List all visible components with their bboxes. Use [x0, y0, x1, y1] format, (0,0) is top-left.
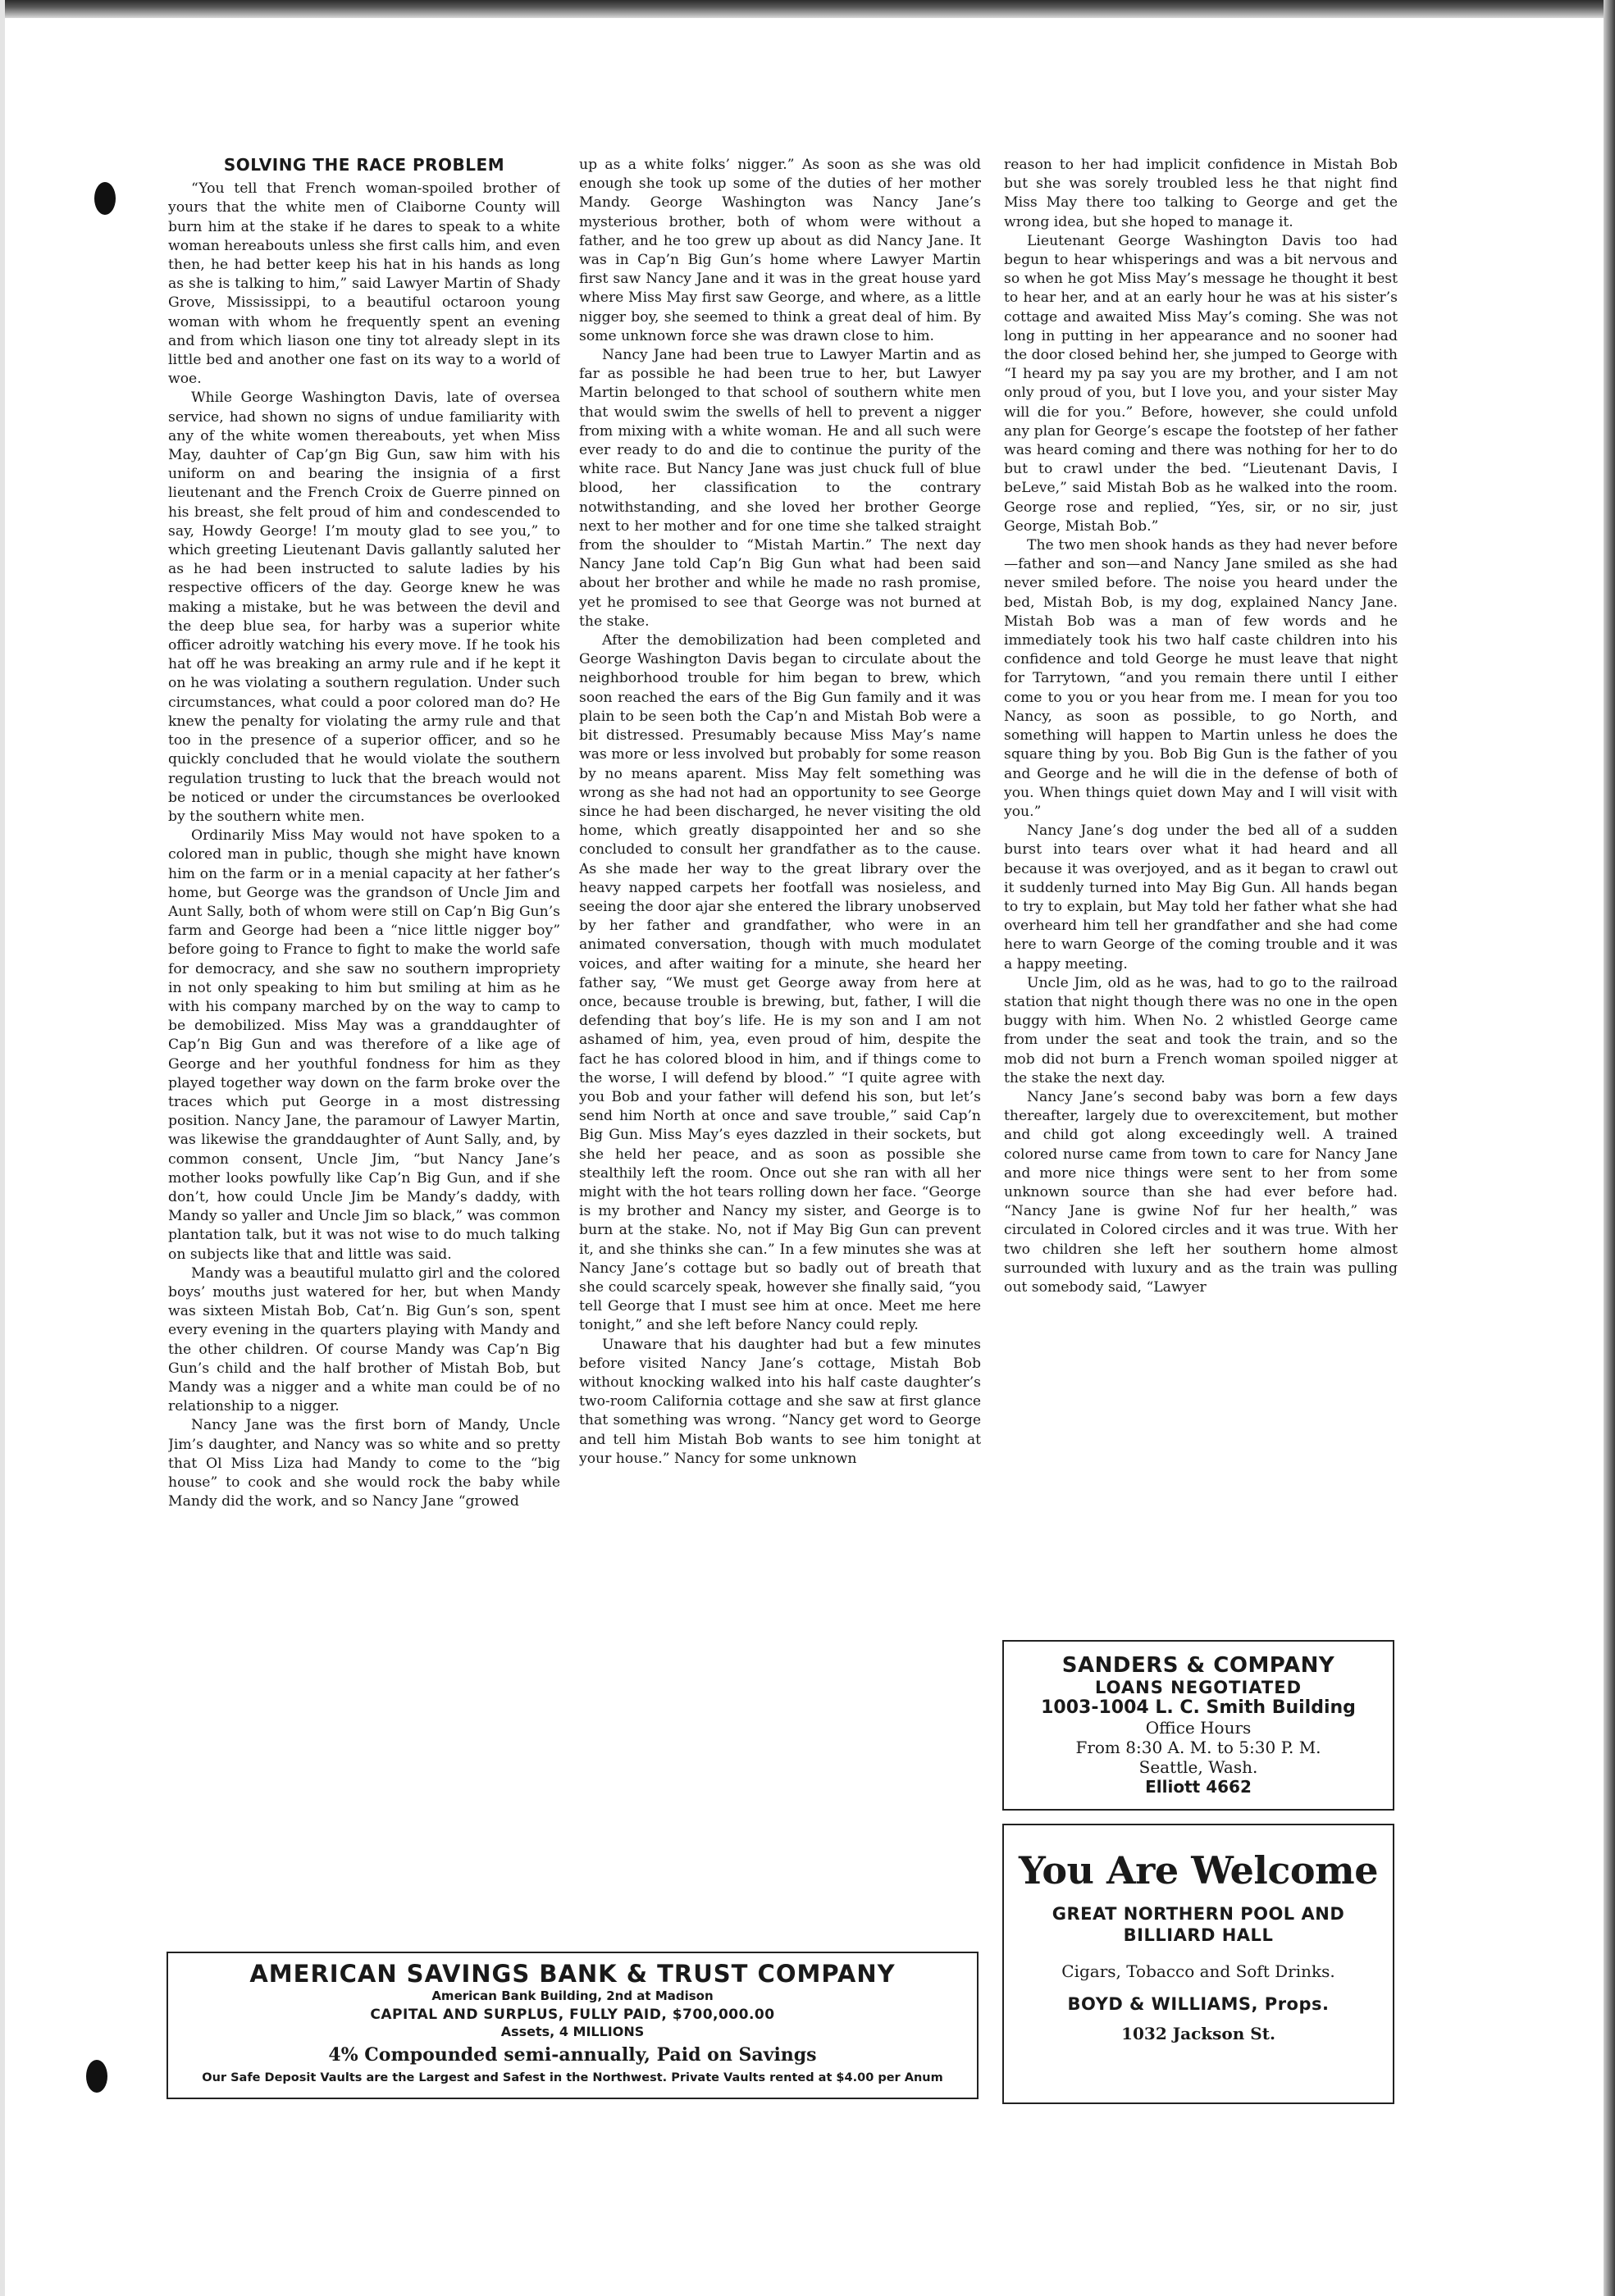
sanders-name: SANDERS & COMPANY: [1061, 1653, 1335, 1678]
bank-advertisement: [167, 1952, 979, 2099]
bank-capital: CAPITAL AND SURPLUS, FULLY PAID, $700,000.00: [370, 2007, 775, 2023]
paragraph: The two men shook hands as they had never before—father and son—and Nancy Jane smiled as she had never smiled before. The noise you heard under the bed, Mistah Bob, is my dog, explained Nancy Jane. Mistah Bob was a man of few words and he immediately took his two half caste children into his confidence and told George he must leave that night for Tarrytown, “and you remain there until I either come to you or you hear from me. I mean for you too Nancy, as soon as possible, to go North, and something will happen to Martin unless he does the square thing by you. Bob Big Gun is the father of you and George and he will die in the defense of both of you. When things quiet down May and I will visit with you.”: [1004, 537, 1398, 820]
scan-edge-left: [0, 0, 5, 2296]
paragraph: reason to her had implicit confidence in Mistah Bob but she was sorely troubled less he that night find Miss May there too talking to George and get the wrong idea, but she hoped to manage it.: [1004, 157, 1398, 230]
bank-vaults: Our Safe Deposit Vaults are the Largest and Safest in the Northwest. Private Vaults rented at $4.00 per Anum: [202, 2071, 943, 2084]
sanders-advertisement: [1002, 1640, 1394, 1811]
article-column-2: [579, 156, 981, 1919]
pool-hall-name-line1: GREAT NORTHERN POOL AND: [1052, 1904, 1345, 1924]
paragraph: Nancy Jane’s second baby was born a few days thereafter, largely due to overexcitement, but mother and child got along exceedingly well. A trained colored nurse came from town to care for Nancy Jane and more nice things were sent to her from some unknown source than she had ever before had. “Nancy Jane is gwine Nof fur her health,” was circulated in Colored circles and it was true. With her two children she left her southern home almost surrounded with luxury and as the train was pulling out somebody said, “Lawyer: [1004, 1088, 1398, 1296]
bank-assets: Assets, 4 MILLIONS: [500, 2024, 645, 2039]
sanders-tagline: LOANS NEGOTIATED: [1094, 1678, 1302, 1697]
paragraph: Unaware that his daughter had but a few minutes before visited Nancy Jane’s cottage, Mistah Bob without knocking walked into his half caste daughter’s two-room California cottage and she saw at first glance that something was wrong. “Nancy get word to George and tell him Mistah Bob wants to see him tonight at your house.” Nancy for some unknown: [579, 1336, 981, 1467]
paragraph: While George Washington Davis, late of oversea service, had shown no signs of undue familiarity with any of the white women thereabouts, yet when Miss May, dauhter of Cap’gn Big Gun, saw him with his uniform on and bearing the insignia of a first lieutenant and the French Croix de Guerre pinned on his breast, she felt proud of him and condescended to say, Howdy George! I’m mouty glad to see you,” to which greeting Lieutenant Davis gallantly saluted her as he had been instructed to salute ladies by his respective officers of the day. George knew he was making a mistake, but he was between the devil and the deep blue sea, for harby was a superior white officer adroitly watching his every move. If he took his hat off he was breaking an army rule and if he kept it on he was violating a southern regulation. Under such circumstances, what could a poor colored man do? He knew the penalty for violating the army rule and that too in the presence of a superior officer, and so he quickly concluded that he would violate the southern regulation trusting to luck that the breach would not be noticed or under the circumstances be overlooked by the southern white men.: [168, 390, 560, 825]
paragraph: Lieutenant George Washington Davis too had begun to hear whisperings and was a bit nervous and so when he got Miss May’s message he thought it best to hear her, and at an early hour he was at his sister’s cottage and awaited Miss May’s coming. She was not long in putting in her appearance and no sooner had the door closed behind her, she jumped to George with “I heard my pa say you are my brother, and I am not only proud of you, but I love you, and your sister May will die for you.” Before, however, she could unfold any plan for George’s escape the footstep of her father was heard coming and there was nothing for her to do but to crawl under the bed. “Lieutenant Davis, I beLeve,” said Mistah Bob as he walked into the room. George rose and replied, “Yes, sir, or no sir, just George, Mistah Bob.”: [1004, 232, 1398, 535]
sanders-phone: Elliott 4662: [1145, 1777, 1252, 1797]
paragraph: Nancy Jane had been true to Lawyer Martin and as far as possible he had been true to her, but Lawyer Martin belonged to that school of southern white men that would swim the swells of hell to prevent a nigger from mixing with a white woman. He and all such were ever ready to do and die to continue the purity of the white race. But Nancy Jane was just chuck full of blue blood, her classification to the contrary notwithstanding, and she loved her brother George next to her mother and for one time she talked straight from the shoulder to “Mistah Martin.” The next day Nancy Jane told Cap’n Big Gun what had been said about her brother and while he made no rash promise, yet he promised to see that George was not burned at the stake.: [579, 347, 981, 630]
article-title: SOLVING THE RACE PROBLEM: [223, 156, 505, 175]
article-column-3: [1004, 156, 1398, 1640]
welcome-headline: You Are Welcome: [1019, 1848, 1378, 1893]
bank-building: American Bank Building, 2nd at Madison: [431, 1988, 714, 2003]
sanders-hours: From 8:30 A. M. to 5:30 P. M.: [1075, 1738, 1321, 1757]
sanders-city: Seattle, Wash.: [1138, 1757, 1258, 1777]
sanders-office: Office Hours: [1145, 1718, 1252, 1738]
paragraph: Nancy Jane was the first born of Mandy, Uncle Jim’s daughter, and Nancy was so white and so pretty that Ol Miss Liza had Mandy to come to the “big house” to cook and she would rock the baby while Mandy did the work, and so Nancy Jane “growed: [168, 1417, 560, 1510]
paragraph: Nancy Jane’s dog under the bed all of a sudden burst into tears over what it had heard and all because it was overjoyed, and as it began to crawl out it suddenly turned into May Big Gun. All hands began to try to explain, but May told her father what she had overheard him tell her grandfather and she had come here to warn George of the coming trouble and it was a happy meeting.: [1004, 822, 1398, 973]
pool-hall-goods: Cigars, Tobacco and Soft Drinks.: [1061, 1961, 1335, 1981]
pool-hall-advertisement: [1002, 1824, 1394, 2104]
scan-edge-top: [0, 0, 1615, 18]
pool-hall-props: BOYD & WILLIAMS, Props.: [1067, 1994, 1330, 2014]
binder-hole-top: [94, 182, 116, 215]
bank-interest: 4% Compounded semi-annually, Paid on Savings: [328, 2044, 817, 2066]
sanders-address: 1003-1004 L. C. Smith Building: [1041, 1697, 1356, 1718]
scan-edge-right: [1604, 0, 1615, 2296]
pool-hall-name-line2: BILLIARD HALL: [1123, 1925, 1274, 1945]
bank-name: AMERICAN SAVINGS BANK & TRUST COMPANY: [249, 1960, 896, 1988]
pool-hall-address: 1032 Jackson St.: [1121, 2024, 1275, 2043]
article-column-1: [168, 156, 560, 1911]
paragraph: Mandy was a beautiful mulatto girl and the colored boys’ mouths just watered for her, but when Mandy was sixteen Mistah Bob, Cat’n. Big Gun’s son, spent every evening in the quarters playing with Mandy and the other children. Of course Mandy was Cap’n Big Gun’s child and the half brother of Mistah Bob, but Mandy was a nigger and a white man could be of no relationship to a nigger.: [168, 1264, 560, 1415]
paragraph: Ordinarily Miss May would not have spoken to a colored man in public, though she might have known him on the farm or in a menial capacity at her father’s home, but George was the grandson of Uncle Jim and Aunt Sally, both of whom were still on Cap’n Big Gun’s farm and George had been a “nice little nigger boy” before going to France to fight to make the world safe for democracy, and she saw no southern impropriety in not only speaking to him but smiling at him as he with his company marched by on the way to camp to be demobilized. Miss May was a granddaughter of Cap’n Big Gun and was therefore of a like age of George and her youthful fondness for him as they played together way down on the farm broke over the traces which put George in a most distressing position. Nancy Jane, the paramour of Lawyer Martin, was likewise the granddaughter of Aunt Sally, and, by common consent, Uncle Jim, “but Nancy Jane’s mother looks powfully like Cap’n Big Gun, and if she don’t, how could Uncle Jim be Mandy’s daddy, with Mandy so yaller and Uncle Jim so black,” was common plantation talk, but it was not wise to do much talking on subjects like that and little was said.: [168, 827, 560, 1263]
paragraph: “You tell that French woman-spoiled brother of yours that the white men of Claiborne County will burn him at the stake if he dares to speak to a white woman hereabouts unless she first calls him, and even then, he had better keep his hat in his hands as long as she is talking to him,” said Lawyer Martin of Shady Grove, Mississippi, to a beautiful octaroon young woman with whom he frequently spent an evening and from which liason one tiny tot already slept in its little bed and another one fast on its way to a world of woe.: [168, 180, 560, 388]
binder-hole-bottom: [86, 2060, 107, 2093]
paragraph: After the demobilization had been completed and George Washington Davis began to circulate about the neighborhood trouble for him began to brew, which soon reached the ears of the Big Gun family and it was plain to be seen both the Cap’n and Mistah Bob were a bit distressed. Presumably because Miss May’s name was more or less involved but probably for some reason by no means aparent. Miss May felt something was wrong as she had not had an opportunity to see George since he had been discharged, he never visiting the old home, which greatly disappointed her and so she concluded to consult her grandfather as to the cause. As she made her way to the great library over the heavy napped carpets her footfall was nosieless, and seeing the door ajar she entered the library unobserved by her father and grandfather, who were in an animated conversation, though with much modulatet voices, and after waiting for a minute, she heard her father say, “We must get George away from here at once, because trouble is brewing, but, father, I will die defending that boy’s life. He is my son and I am not ashamed of him, yea, even proud of him, despite the fact he has colored blood in him, and if things come to the worse, I will defend by blood.” “I quite agree with you Bob and your father will defend his son, but let’s send him North at once and save trouble,” said Cap’n Big Gun. Miss May’s eyes dazzled in their sockets, but she held her peace, and as soon as possible she stealthily left the room. Once out she ran with all her might with the hot tears rolling down her face. “George is my brother and Nancy my sister, and George is to burn at the stake. No, not if May Big Gun can prevent it, and she thinks she can.” In a few minutes she was at Nancy Jane’s cottage but so badly out of breath that she could scarcely speak, however she finally said, “you tell George that I must see him at once. Meet me here tonight,” and she left before Nancy could reply.: [579, 632, 981, 1334]
paragraph: up as a white folks’ nigger.” As soon as she was old enough she took up some of the duties of her mother Mandy. George Washington was Nancy Jane’s mysterious brother, both of whom were without a father, and he too grew up about as did Nancy Jane. It was in Cap’n Big Gun’s home where Lawyer Martin first saw Nancy Jane and it was in the great house yard where Miss May first saw George, and where, as a little nigger boy, she seemed to think a great deal of him. By some unknown force she was drawn close to him.: [579, 157, 981, 344]
paragraph: Uncle Jim, old as he was, had to go to the railroad station that night though there was no one in the open buggy with him. When No. 2 whistled George came from under the seat and took the train, and so the mob did not burn a French woman spoiled nigger at the stake the next day.: [1004, 974, 1398, 1086]
